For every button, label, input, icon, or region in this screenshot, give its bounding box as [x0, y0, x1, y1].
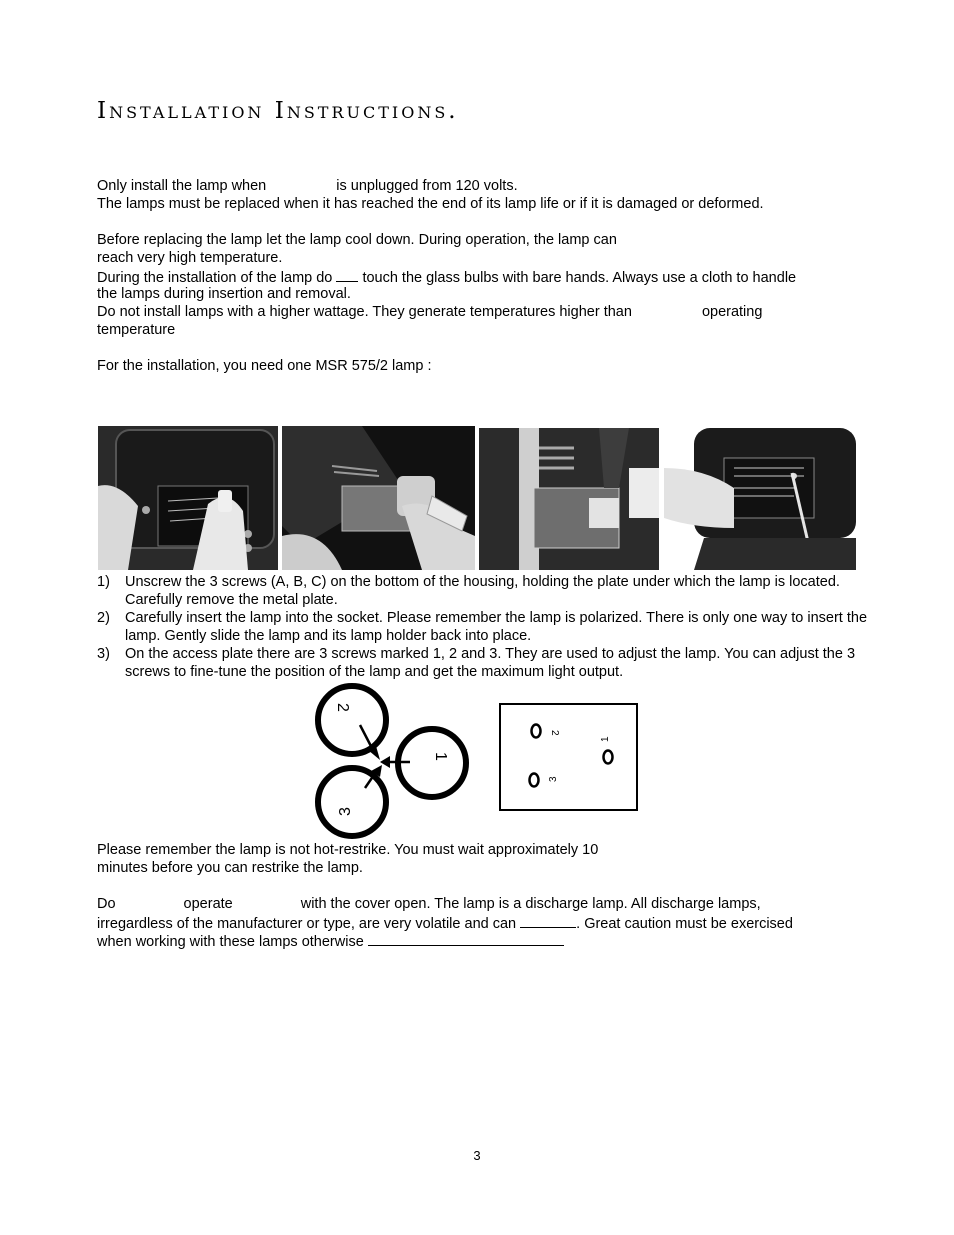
text-segment: irregardless of the manufacturer or type, are very volatile and can: [97, 916, 517, 932]
screw-adjustment-diagram: [310, 680, 650, 840]
text-segment: Do: [97, 896, 116, 912]
text-segment: touch the glass bulbs with bare hands. Always use a cloth to handle: [362, 270, 797, 286]
plate-label-1: 1: [600, 736, 611, 742]
step-list: [97, 573, 867, 681]
text-segment: Only install the lamp when: [97, 178, 267, 194]
text-segment: During the installation of the lamp do: [97, 270, 333, 286]
text-segment: operating: [701, 304, 763, 320]
step-text: Carefully insert the lamp into the socket. Please remember the lamp is polarized. There is only one way to insert the lamp. Gently slide the lamp and its lamp holder back into place.: [125, 610, 868, 644]
page-number: 3: [473, 1148, 481, 1163]
warning-line: Please remember the lamp is not hot-restrike. You must wait approximately 10: [97, 842, 599, 858]
photo-lamp-holder: [479, 428, 659, 570]
paragraph-line: [97, 303, 762, 321]
step-item: [97, 609, 867, 645]
step-number: 1): [97, 574, 110, 590]
step-item: [97, 573, 867, 609]
paragraph-line: For the installation, you need one MSR 575/2 lamp :: [97, 358, 432, 374]
text-segment: is unplugged from 120 volts.: [336, 178, 518, 194]
blank-line: [336, 267, 358, 282]
text-segment: operate: [183, 896, 233, 912]
step-number: 2): [97, 610, 110, 626]
paragraph-line: reach very high temperature.: [97, 250, 283, 266]
circle-label-3: 3: [337, 807, 354, 816]
plate-label-3: 3: [548, 776, 559, 782]
page-title: Installation Instructions.: [97, 98, 459, 124]
circle-3: [318, 768, 386, 836]
warning-line: [97, 895, 761, 913]
paragraph-line: temperature: [97, 322, 176, 338]
circle-2: [318, 686, 386, 754]
photo-unscrew-plate: [98, 426, 278, 570]
paragraph-line: [97, 267, 796, 287]
text-segment: Do not install lamps with a higher wattage. They generate temperatures higher than: [97, 304, 632, 320]
paragraph-line: the lamps during insertion and removal.: [97, 286, 351, 302]
text-segment: with the cover open. The lamp is a discharge lamp. All discharge lamps,: [300, 896, 761, 912]
step-text: Unscrew the 3 screws (A, B, C) on the bottom of the housing, holding the plate under which the lamp is located. Carefully remove the metal plate.: [125, 574, 840, 608]
circle-label-1: 1: [432, 752, 449, 761]
text-segment: when working with these lamps otherwise: [97, 934, 364, 950]
text-segment: . Great caution must be exercised: [576, 916, 793, 932]
access-plate: [500, 704, 637, 810]
blank-line: [368, 931, 564, 946]
warning-line: [97, 931, 564, 951]
step-item: [97, 645, 867, 681]
blank-line: [520, 913, 576, 928]
paragraph-line: Before replacing the lamp let the lamp cool down. During operation, the lamp can: [97, 232, 617, 248]
photo-insert-lamp: [282, 426, 475, 570]
step-text: On the access plate there are 3 screws marked 1, 2 and 3. They are used to adjust the lamp. You can adjust the 3 screws to fine-tune the position of the lamp and get the maximum light output.: [125, 646, 856, 680]
circle-label-2: 2: [334, 703, 351, 712]
photo-adjust-screws: [664, 428, 856, 570]
warning-line: minutes before you can restrike the lamp.: [97, 860, 363, 876]
paragraph-line: The lamps must be replaced when it has reached the end of its lamp life or if it is damaged or deformed.: [97, 196, 764, 212]
paragraph-line: [97, 177, 518, 195]
plate-label-2: 2: [549, 730, 560, 736]
warning-line: [97, 913, 793, 933]
step-number: 3): [97, 646, 110, 662]
